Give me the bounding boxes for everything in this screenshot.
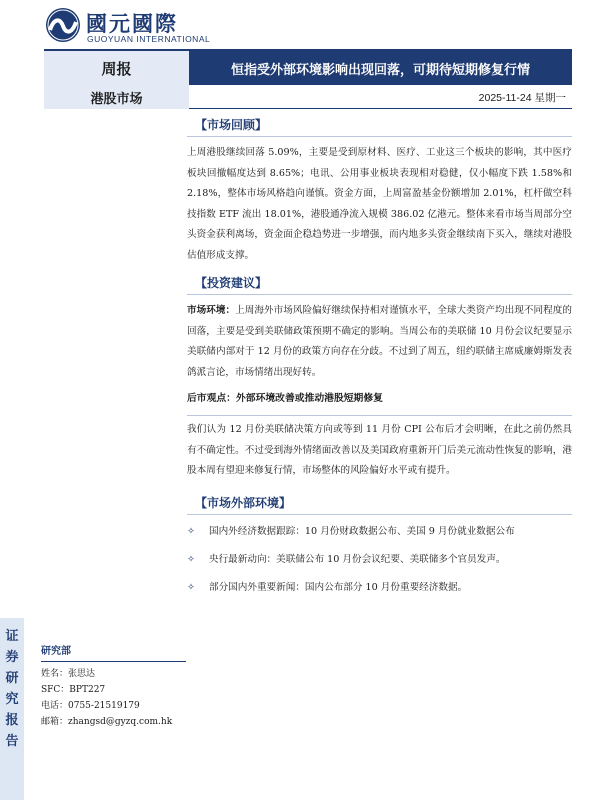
outlook-heading: 后市观点：外部环境改善或推动港股短期修复 (187, 393, 383, 404)
bullet-icon: ✧ (187, 581, 196, 593)
title-bar (44, 49, 572, 85)
subtitle-bar (44, 85, 572, 109)
company-name-cn: 國元國際 (86, 12, 178, 36)
research-title: 研究部 (41, 642, 186, 662)
bullet-icon: ✧ (187, 553, 196, 565)
sidebar-strip (0, 618, 24, 800)
main-content (187, 114, 572, 609)
report-date: 2025-11-24 星期一 (478, 92, 566, 104)
sidebar-label: 证券研究报告 (5, 629, 19, 749)
divider (187, 136, 572, 137)
market-environment-paragraph (187, 301, 572, 383)
market-environment-text: 上周海外市场风险偏好继续保持相对谨慎水平，全球大类资产均出现不同程度的回落，主要是受到美联储政策预期不确定的影响。当周公布的美联储 10 月份会议纪要显示美联储内部对于 12 月份的政策方向存在分歧。不过到了周五，纽约联储主席威廉姆斯发表鸽派言论，市场情绪出现好转。 (187, 305, 573, 378)
company-name-en: GUOYUAN INTERNATIONAL (87, 34, 211, 44)
list-item: ✧ 央行最新动向：美联储公布 10 月份会议纪要、美联储多个官员发声。 (187, 553, 506, 565)
divider (187, 415, 572, 416)
bullet-icon: ✧ (187, 525, 196, 537)
review-paragraph: 上周港股继续回落 5.09%，主要是受到原材料、医疗、工业这三个板块的影响，其中医疗板块回撤幅度达到 8.65%；电讯、公用事业板块表现相对稳健，仅小幅度下跌 1.58%和 2.18%，整体市场风格趋向谨慎。资金方面，上周富盈基金份额增加 2.01%，杠杆做空科技指数 ETF 流出 18.01%，港股通净流入规模 386.02 亿港元。整体来看市场当周部分空头资金获利离场，资金面企稳趋势进一步增强，而内地多头资金继续南下买入，继续对港股估值形成支撑。 (187, 147, 572, 261)
list-item: ✧ 国内外经济数据跟踪：10 月份财政数据公布、美国 9 月份就业数据公布 (187, 525, 515, 537)
external-heading: 【市场外部环境】 (195, 495, 292, 510)
research-contact (41, 642, 186, 730)
company-logo (44, 6, 214, 46)
divider (187, 294, 572, 295)
report-type: 周报 (44, 51, 189, 85)
section-label: 港股市场 (44, 85, 189, 109)
divider (187, 514, 572, 515)
report-title: 恒指受外部环境影响出现回落，可期待短期修复行情 (189, 51, 572, 85)
analyst-phone: 电话：0755-21519179 (41, 701, 140, 711)
advice-heading: 【投资建议】 (195, 276, 268, 290)
list-item: ✧ 部分国内外重要新闻：国内公布部分 10 月份重要经济数据。 (187, 581, 468, 593)
market-environment-label: 市场环境： (187, 305, 236, 316)
divider (189, 108, 572, 109)
analyst-email[interactable]: 邮箱：zhangsd@gyzq.com.hk (41, 717, 173, 727)
logo-icon (44, 6, 82, 44)
analyst-name: 姓名：张思达 (41, 669, 96, 679)
outlook-paragraph: 我们认为 12 月份美联储决策方向或等到 11 月份 CPI 公布后才会明晰，在此之前仍然具有不确定性。不过受到海外情绪面改善以及美国政府重新开门后美元流动性恢复的影响，港股本周有望迎来修复行情，市场整体的风险偏好水平或有提升。 (187, 424, 572, 476)
external-list (187, 525, 572, 595)
review-heading: 【市场回顾】 (195, 118, 268, 132)
analyst-sfc: SFC：BPT227 (41, 685, 106, 695)
